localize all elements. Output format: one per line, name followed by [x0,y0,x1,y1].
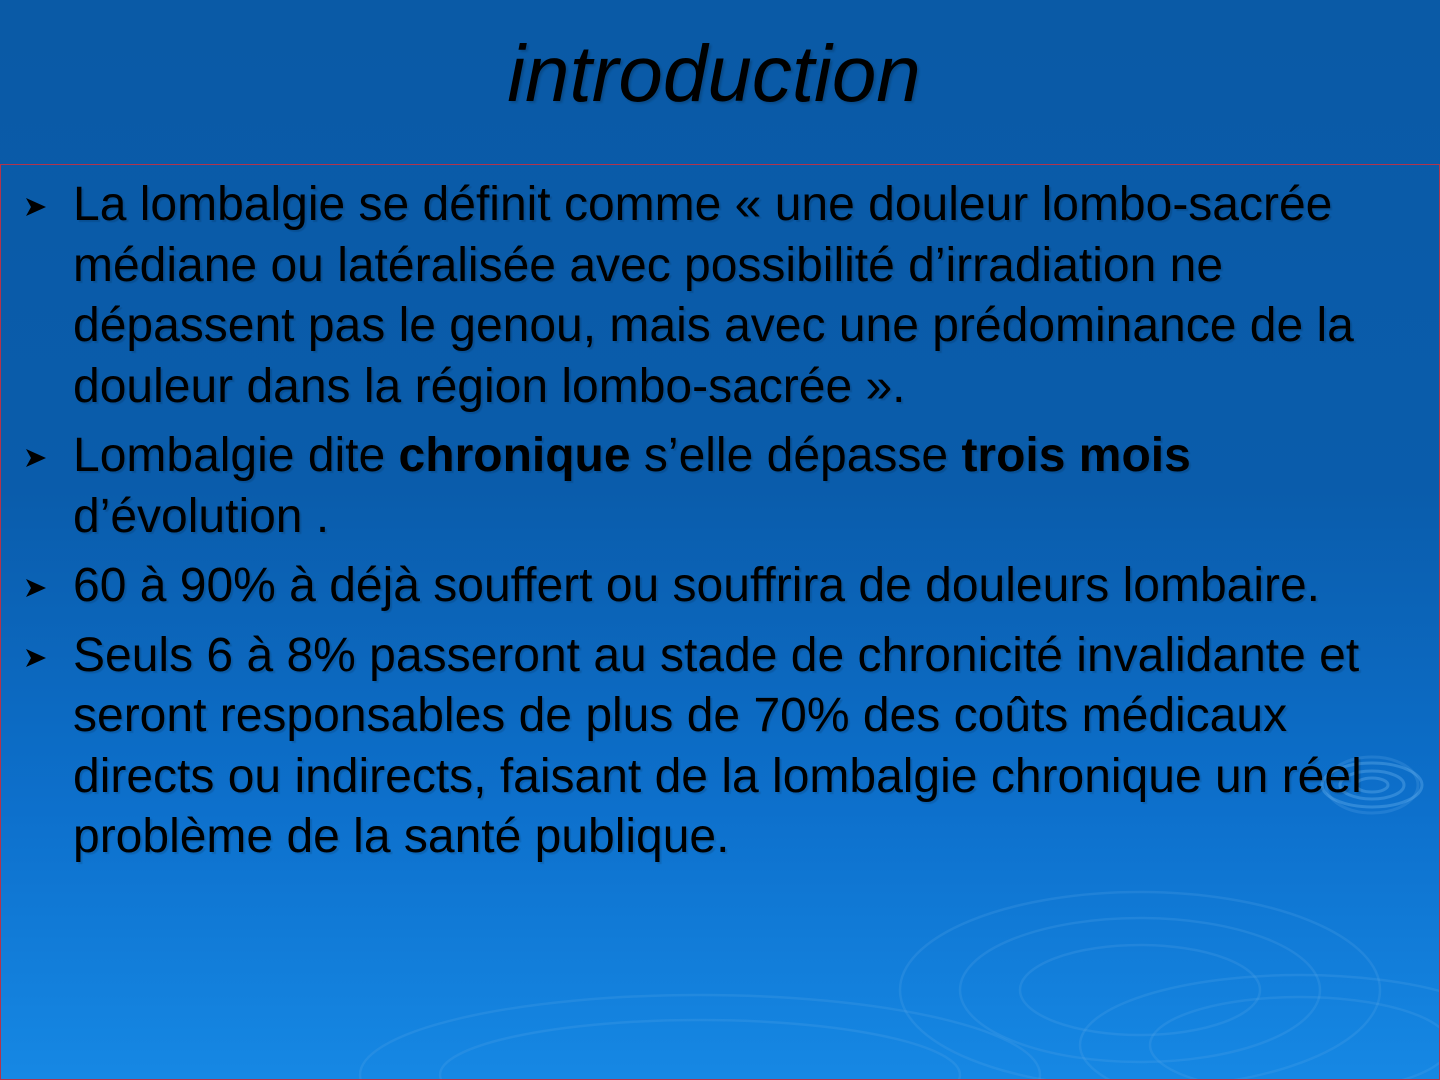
content-box [0,164,1440,1080]
bullet-list [1,175,1401,877]
bullet-item [1,556,1401,617]
slide-title: introduction [507,29,921,118]
bullet-emphasis: chronique [398,429,631,482]
bullet-item [1,626,1401,868]
bullet-text: Seuls 6 à 8% passeront au stade de chronicité invalidante et seront responsables de plus de 70% des coûts médicaux directs ou indirects, faisant de la lombalgie chronique un réel problème de la santé publique. [73,628,1362,863]
arrowhead-bullet-icon [23,645,49,671]
bullet-emphasis: trois mois [961,429,1191,482]
bullet-text: 60 à 90% à déjà souffert ou souffrira de douleurs lombaire. [73,559,1321,612]
title-area [0,0,1440,162]
bullet-text: d’évolution . [73,489,330,543]
arrowhead-bullet-icon [23,194,49,220]
bullet-text: s’elle dépasse [630,429,962,482]
arrowhead-bullet-icon [23,445,49,471]
bullet-text: La lombalgie se définit comme « une douleur lombo-sacrée médiane ou latéralisée avec possibilité d’irradiation ne dépassent pas le genou, mais avec une prédominance de la douleur dans la région lombo-sacrée ». [73,178,1354,413]
bullet-item [1,426,1401,547]
arrowhead-bullet-icon [23,575,49,601]
bullet-item [1,175,1401,417]
bullet-text: Lombalgie dite [73,429,399,482]
